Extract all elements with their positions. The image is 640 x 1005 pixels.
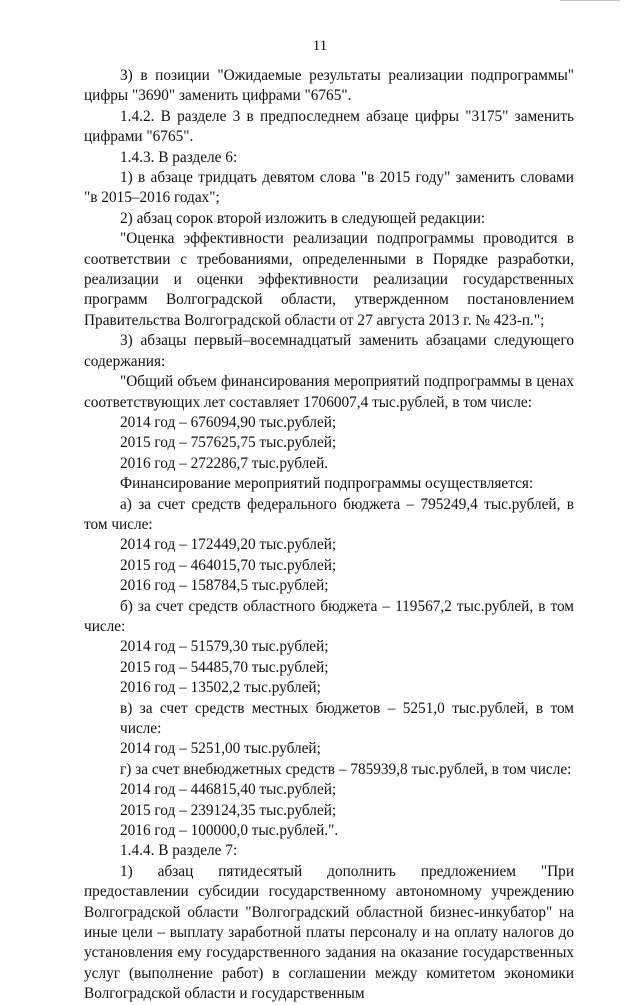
paragraph: 2014 год – 5251,00 тыс.рублей;	[120, 740, 321, 758]
paragraph: 1) в абзаце тридцать девятом слова "в 2015 году" заменить словами "в 2015–2016 годах";	[84, 169, 574, 207]
paragraph: 1.4.4. В разделе 7:	[120, 842, 238, 860]
paragraph: 2014 год – 51579,30 тыс.рублей;	[120, 638, 329, 656]
paragraph: 2014 год – 676094,90 тыс.рублей;	[120, 413, 337, 431]
paragraph: 1.4.3. В разделе 6:	[120, 148, 238, 166]
paragraph: 2015 год – 757625,75 тыс.рублей;	[120, 434, 337, 452]
paragraph: 2) абзац сорок второй изложить в следующей редакции:	[120, 209, 486, 227]
paragraph: "Общий объем финансирования мероприятий подпрограммы в ценах соответствующих лет составляет 1706007,4 тыс.рублей, в том числе:	[84, 373, 574, 411]
paragraph: Финансирование мероприятий подпрограммы осуществляется:	[120, 475, 534, 493]
paragraph: 3) в позиции "Ожидаемые результаты реализации подпрограммы" цифры "3690" заменить цифрами "6765".	[84, 67, 574, 105]
paragraph: 2016 год – 272286,7 тыс.рублей.	[120, 454, 329, 472]
paragraph: в) за счет средств местных бюджетов – 5251,0 тыс.рублей, в том числе:	[120, 699, 574, 737]
paragraph: 1) абзац пятидесятый дополнить предложением "При предоставлении субсидии государственному автономному учреждению Волгоградской области "Волгоградский областной бизнес-инкубатор" на иные цели – выплату заработной платы персоналу и на оплату налогов до установления ему государственного задания на оказание государственных услуг (выполнение работ) в соглашении между комитетом экономики Волгоградской области и государственным	[84, 862, 574, 1003]
paragraph: б) за счет средств областного бюджета – 119567,2 тыс.рублей, в том числе:	[84, 597, 574, 635]
paragraph: 2015 год – 54485,70 тыс.рублей;	[120, 658, 329, 676]
paragraph: 1.4.2. В разделе 3 в предпоследнем абзаце цифры "3175" заменить цифрами "6765".	[84, 107, 574, 146]
paragraph: 2016 год – 100000,0 тыс.рублей.".	[120, 822, 339, 840]
paragraph: г) за счет внебюджетных средств – 785939,8 тыс.рублей, в том числе:	[120, 760, 572, 778]
paragraph: 2015 год – 464015,70 тыс.рублей;	[120, 556, 337, 574]
paragraph: 2014 год – 446815,40 тыс.рублей;	[120, 781, 337, 799]
scan-edge-mark	[560, 0, 620, 1]
paragraph: 2016 год – 158784,5 тыс.рублей;	[120, 577, 329, 595]
paragraph: а) за счет средств федерального бюджета – 795249,4 тыс.рублей, в том числе:	[84, 495, 574, 533]
page-number: 11	[312, 38, 328, 54]
paragraph: 2016 год – 13502,2 тыс.рублей;	[120, 679, 321, 697]
paragraph: 2014 год – 172449,20 тыс.рублей;	[120, 536, 337, 554]
paragraph: 2015 год – 239124,35 тыс.рублей;	[120, 801, 337, 819]
paragraph: 3) абзацы первый–восемнадцатый заменить абзацами следующего содержания:	[84, 332, 574, 370]
document-body	[84, 66, 574, 1005]
paragraph: "Оценка эффективности реализации подпрограммы проводится в соответствии с требованиями, определенными в Порядке разработки, реализации и оценки эффективности реализации государственных программ Волгоградской области, утвержденном постановлением Правительства Волгоградской области от 27 августа 2013 г. № 423-п.";	[84, 230, 574, 329]
